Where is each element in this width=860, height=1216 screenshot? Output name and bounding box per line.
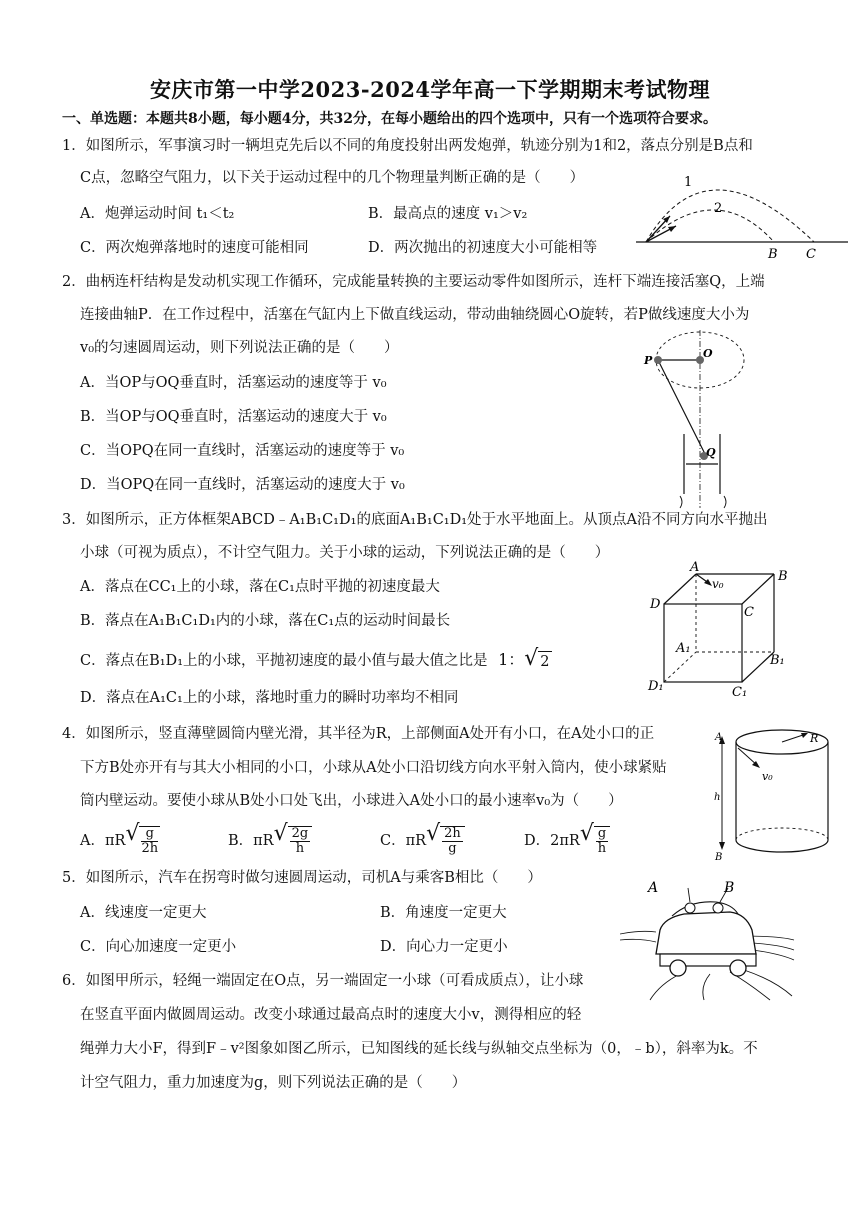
q4-option-b: B．πR √ $\frac{2g}{h}$ <box>228 826 312 856</box>
q1-option-d: D．两次抛出的初速度大小可能相等 <box>368 240 598 256</box>
q1-option-c: C．两次炮弹落地时的速度可能相同 <box>80 240 309 256</box>
q4-cylinder-figure <box>712 728 836 864</box>
q3-label-a: A <box>690 560 700 575</box>
q4-option-a: A．πR √ $\frac{g}{2h}$ <box>80 821 159 856</box>
q6-line-3: 绳弹力大小F，得到F﹣v²图象如图乙所示，已知图线的延长线与纵轴交点坐标为（0，﹣b），斜率为k。不 <box>80 1041 758 1057</box>
q2-option-d: D．当OPQ在同一直线时，活塞运动的速度大于 v₀ <box>80 477 405 493</box>
q4-line-3: 筒内壁运动。要使小球从B处小口处飞出，小球进入A处小口的最小速率v₀为（ ） <box>80 793 623 809</box>
q2-label-q: Q <box>706 446 716 459</box>
q5-option-a: A．线速度一定更大 <box>80 905 207 921</box>
q5-option-d: D．向心力一定更小 <box>380 939 508 955</box>
q5-option-c: C．向心加速度一定更小 <box>80 939 237 955</box>
q3-option-c-ratio: 1： <box>498 650 525 669</box>
q3-label-a1: A₁ <box>676 641 691 656</box>
q4-label-r: R <box>810 732 819 745</box>
q4-label-a: A <box>715 732 723 743</box>
q3-option-c <box>80 645 552 672</box>
q3-label-b1: B₁ <box>770 653 785 668</box>
q1-label-b: B <box>768 247 778 262</box>
section-header: 一、单选题：本题共8小题，每小题4分，共32分，在每小题给出的四个选项中，只有一个选项符合要求。 <box>62 111 717 127</box>
q3-line-2: 小球（可视为质点），不计空气阻力。关于小球的运动，下列说法正确的是（ ） <box>80 545 610 561</box>
q4-label-v0: v₀ <box>762 770 773 783</box>
q1-label-c: C <box>806 247 816 262</box>
q3-label-d: D <box>650 597 661 612</box>
q6-line-1: 6．如图甲所示，轻绳一端固定在O点，另一端固定一小球（可看成质点），让小球 <box>62 973 584 989</box>
q3-option-d: D．落点在A₁C₁上的小球，落地时重力的瞬时功率均不相同 <box>80 690 459 706</box>
q2-line-2: 连接曲轴P．在工作过程中，活塞在气缸内上下做直线运动，带动曲轴绕圆心O旋转，若P做线速度大小为 <box>80 307 750 323</box>
q6-line-2: 在竖直平面内做圆周运动。改变小球通过最高点时的速度大小v，测得相应的轻 <box>80 1007 582 1023</box>
q1-option-a: A．炮弹运动时间 t₁＜t₂ <box>80 206 235 222</box>
q3-option-b: B．落点在A₁B₁C₁D₁内的小球，落在C₁点的运动时间最长 <box>80 613 451 629</box>
q1-option-b: B．最高点的速度 v₁＞v₂ <box>368 206 528 222</box>
q5-label-a: A <box>648 880 659 896</box>
q5-line-1: 5．如图所示，汽车在拐弯时做匀速圆周运动，司机A与乘客B相比（ ） <box>62 870 542 886</box>
q3-label-b: B <box>778 569 788 584</box>
q2-line-1: 2．曲柄连杆结构是发动机实现工作循环，完成能量转换的主要运动零件如图所示，连杆下端连接活塞Q，上端 <box>62 274 765 290</box>
q3-label-d1: D₁ <box>648 679 664 694</box>
q5-car-figure <box>620 878 796 1002</box>
q2-crank-figure <box>640 330 750 510</box>
q4-line-2: 下方B处亦开有与其大小相同的小口，小球从A处小口沿切线方向水平射入筒内，使小球紧贴 <box>80 760 667 776</box>
q3-option-a: A．落点在CC₁上的小球，落在C₁点时平抛的初速度最大 <box>80 579 440 595</box>
q5-label-b: B <box>724 880 735 896</box>
q4-label-h: h <box>714 792 721 803</box>
q4-option-c: C．πR √ $\frac{2h}{g}$ <box>380 826 465 856</box>
q5-option-b: B．角速度一定更大 <box>380 905 507 921</box>
q3-option-c-sqrt: √ 2 <box>524 645 550 671</box>
page-title: 安庆市第一中学2023-2024学年高一下学期期末考试物理 <box>149 77 711 102</box>
q1-line-2: C点，忽略空气阻力，以下关于运动过程中的几个物理量判断正确的是（ ） <box>80 170 585 186</box>
q3-line-1: 3．如图所示，正方体框架ABCD﹣A₁B₁C₁D₁的底面A₁B₁C₁D₁处于水平地面上。从顶点A沿不同方向水平抛出 <box>62 512 768 528</box>
q3-label-c1: C₁ <box>732 685 748 700</box>
q4-label-b: B <box>715 852 723 863</box>
q2-option-b: B．当OP与OQ垂直时，活塞运动的速度大于 v₀ <box>80 409 387 425</box>
q3-option-c-text: C．落点在B₁D₁上的小球，平抛初速度的最小值与最大值之比是 <box>80 653 488 669</box>
q3-label-c: C <box>744 605 754 620</box>
q2-label-o: O <box>703 347 713 360</box>
q1-label-2: 2 <box>714 201 723 216</box>
q1-label-1: 1 <box>684 175 693 190</box>
q2-option-a: A．当OP与OQ垂直时，活塞运动的速度等于 v₀ <box>80 375 387 391</box>
q6-line-4: 计空气阻力，重力加速度为g，则下列说法正确的是（ ） <box>80 1075 467 1091</box>
q2-label-p: P <box>644 354 653 367</box>
q3-cube-figure <box>640 560 800 702</box>
q1-line-1: 1．如图所示，军事演习时一辆坦克先后以不同的角度投射出两发炮弹，轨迹分别为1和2，落点分别是B点和 <box>62 138 753 154</box>
q4-line-1: 4．如图所示，竖直薄壁圆筒内壁光滑，其半径为R，上部侧面A处开有小口，在A处小口的正 <box>62 726 655 742</box>
q2-option-c: C．当OPQ在同一直线时，活塞运动的速度等于 v₀ <box>80 443 405 459</box>
q1-trajectory-figure <box>636 168 852 264</box>
q3-label-v0: v₀ <box>712 577 724 591</box>
q2-line-3: v₀的匀速圆周运动，则下列说法正确的是（ ） <box>80 340 399 356</box>
q4-option-d: D．2πR √ $\frac{g}{h}$ <box>524 826 610 856</box>
